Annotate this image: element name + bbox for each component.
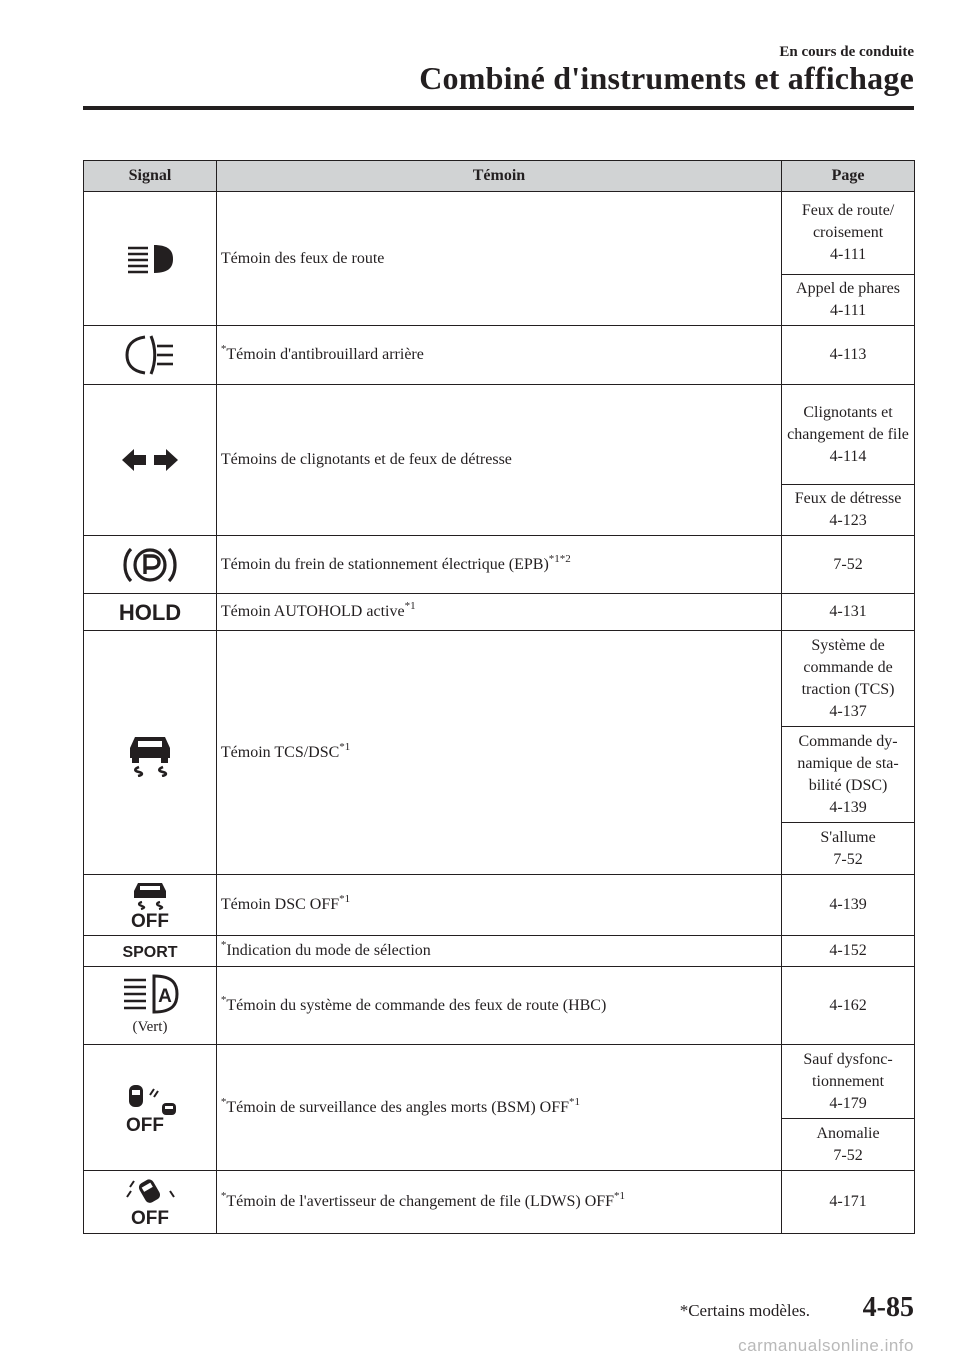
signal-cell <box>84 936 217 967</box>
high-beam-control-icon <box>120 974 180 1014</box>
icon-caption: (Vert) <box>132 1018 168 1035</box>
page-cell <box>782 631 915 727</box>
page-ref: 4-152 <box>829 942 867 959</box>
footnote: *Certains modèles. <box>679 1301 810 1320</box>
bsm-off-icon <box>120 1081 180 1135</box>
page-title: Combiné d'instruments et affichage <box>419 60 914 96</box>
page-ref: 7-52 <box>833 555 863 573</box>
page-ref: 7-52 <box>833 1146 863 1164</box>
page-cell <box>782 192 915 275</box>
header-rule <box>83 106 914 110</box>
signal-cell <box>84 192 217 326</box>
high-beam-icon <box>124 242 176 276</box>
page-label: Feux de route/ croisement <box>801 202 895 241</box>
row-text: *Indication du mode de sélection <box>216 936 781 967</box>
table-row <box>84 192 915 275</box>
page-label: S'allume <box>820 828 876 846</box>
page-ref: 4-114 <box>829 447 867 465</box>
table-row <box>84 326 915 385</box>
column-header-signal: Signal <box>84 161 217 192</box>
page-cell <box>782 275 915 326</box>
signal-cell <box>84 967 217 1045</box>
row-text: Témoin du frein de stationnement électrique (EPB)$^{*1*2}$ <box>216 536 781 594</box>
signal-cell <box>84 1171 217 1234</box>
section-label: En cours de conduite <box>779 44 914 60</box>
table-row <box>84 967 915 1045</box>
page-ref: 4-111 <box>829 302 867 319</box>
page-label: Système de commande de traction (TCS) <box>801 636 895 698</box>
warning-lights-table <box>83 160 915 1234</box>
signal-cell <box>84 326 217 385</box>
page-cell <box>782 727 915 823</box>
page-cell <box>782 485 915 536</box>
hold-icon <box>118 600 182 624</box>
row-text: Témoins de clignotants et de feux de détresse <box>216 385 781 536</box>
page-ref: 7-52 <box>833 850 863 868</box>
row-text: Témoin des feux de route <box>216 192 781 326</box>
svg-text:SPORT: SPORT <box>122 944 178 961</box>
table-row <box>84 536 915 594</box>
signal-cell <box>84 385 217 536</box>
page-label: Appel de phares <box>796 280 901 297</box>
ldws-off-icon <box>122 1177 178 1227</box>
page-ref: 4-139 <box>829 798 867 816</box>
svg-text:OFF: OFF <box>130 911 169 929</box>
dsc-off-icon <box>122 881 178 929</box>
page-ref: 4-131 <box>829 603 867 620</box>
table-row <box>84 1045 915 1119</box>
page-cell <box>782 1045 915 1119</box>
row-text: Témoin DSC OFF$^{*1}$ <box>216 875 781 936</box>
page-cell <box>782 1171 915 1234</box>
row-text: Témoin AUTOHOLD active$^{*1}$ <box>216 594 781 631</box>
svg-text:A: A <box>158 985 172 1007</box>
signal-cell <box>84 631 217 875</box>
page-ref: 4-113 <box>829 346 867 363</box>
page-ref: 4-137 <box>829 702 867 720</box>
page-cell <box>782 326 915 385</box>
tcs-dsc-icon <box>125 729 175 777</box>
table-row <box>84 631 915 727</box>
row-text: *Témoin de l'avertisseur de changement de file (LDWS) OFF$^{*1}$ <box>216 1171 781 1234</box>
row-text: Témoin TCS/DSC$^{*1}$ <box>216 631 781 875</box>
column-header-temoin: Témoin <box>216 161 781 192</box>
page-label: Anomalie <box>816 1124 880 1142</box>
table-row <box>84 594 915 631</box>
page-label: Clignotants et changement de file <box>787 403 909 443</box>
page-ref: 4-179 <box>829 1094 867 1112</box>
page-cell <box>782 1119 915 1171</box>
page-label: Sauf dysfonc- tionnement <box>803 1050 893 1090</box>
page-cell <box>782 875 915 936</box>
parking-brake-icon <box>119 543 181 587</box>
sport-icon <box>114 941 186 961</box>
svg-text:OFF: OFF <box>130 1208 169 1227</box>
table-header-row <box>84 161 915 192</box>
page-ref: 4-139 <box>829 896 867 913</box>
svg-text:HOLD: HOLD <box>118 600 182 624</box>
svg-text:OFF: OFF <box>125 1114 164 1135</box>
signal-cell <box>84 594 217 631</box>
page-ref: 4-162 <box>829 996 867 1014</box>
row-text: *Témoin du système de commande des feux de route (HBC) <box>216 967 781 1045</box>
page-cell <box>782 594 915 631</box>
table-row <box>84 1171 915 1234</box>
column-header-page: Page <box>782 161 915 192</box>
turn-signal-arrows-icon <box>120 447 180 473</box>
table-row <box>84 385 915 485</box>
signal-cell <box>84 875 217 936</box>
rear-fog-light-icon <box>123 333 177 377</box>
page-cell <box>782 936 915 967</box>
page-number: 4-85 <box>862 1292 914 1323</box>
page-ref: 4-171 <box>829 1193 867 1210</box>
table-row <box>84 936 915 967</box>
signal-cell <box>84 536 217 594</box>
page-label: Feux de détresse <box>794 490 902 507</box>
signal-cell <box>84 1045 217 1171</box>
page-cell <box>782 823 915 875</box>
page-cell <box>782 536 915 594</box>
page-ref: 4-111 <box>829 246 867 263</box>
table-row <box>84 875 915 936</box>
page-label: Commande dy- namique de sta- bilité (DSC) <box>797 732 899 794</box>
row-text: *Témoin de surveillance des angles morts (BSM) OFF$^{*1}$ <box>216 1045 781 1171</box>
page-ref: 4-123 <box>829 512 867 529</box>
page-cell <box>782 967 915 1045</box>
watermark: carmanualsonline.info <box>738 1336 914 1355</box>
page-cell <box>782 385 915 485</box>
row-text: *Témoin d'antibrouillard arrière <box>216 326 781 385</box>
